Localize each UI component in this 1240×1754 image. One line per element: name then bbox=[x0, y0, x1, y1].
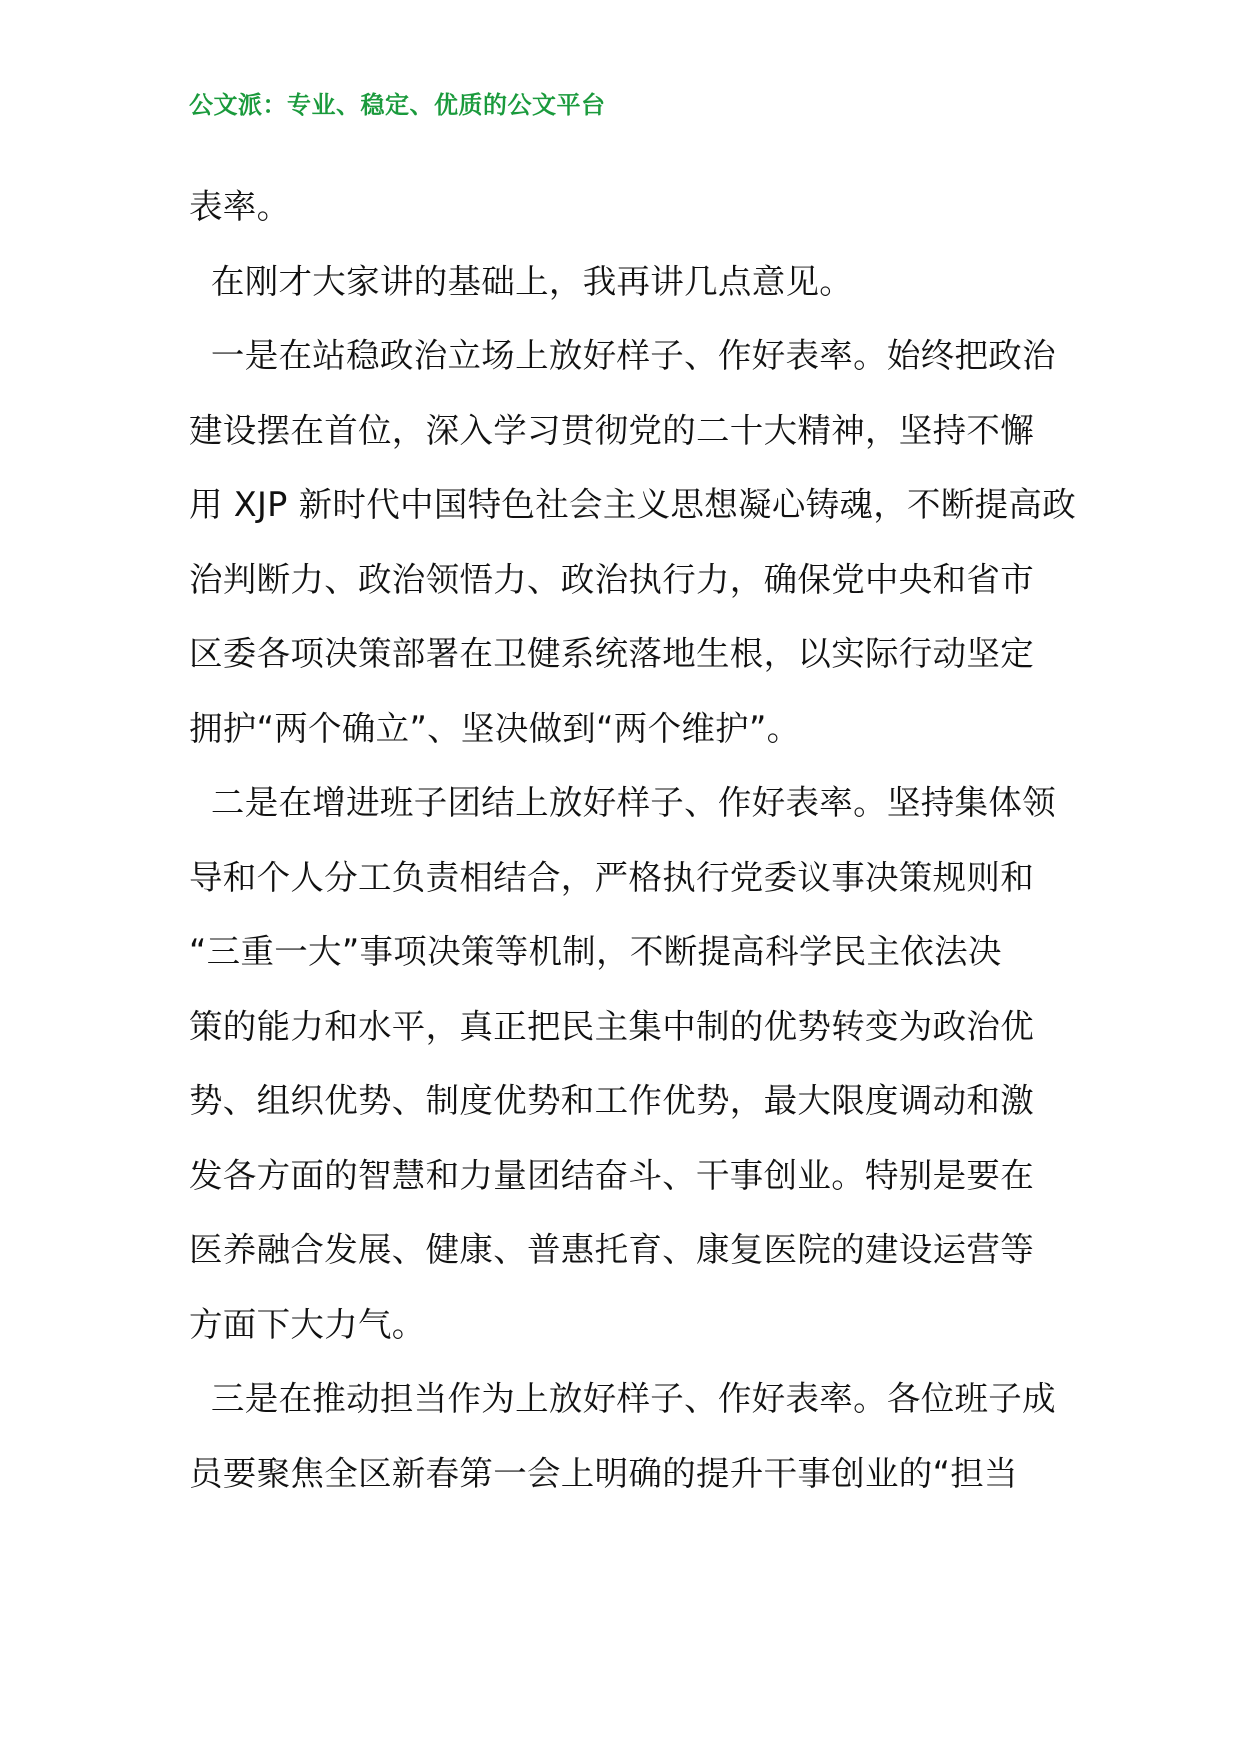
body-line: 建设摆在首位，深入学习贯彻党的二十大精神，坚持不懈 bbox=[189, 410, 1034, 450]
body-line: 治判断力、政治领悟力、政治执行力，确保党中央和省市 bbox=[189, 559, 1034, 599]
body-line: 拥护“两个确立”、坚决做到“两个维护”。 bbox=[189, 708, 801, 748]
body-line: 医养融合发展、健康、普惠托育、康复医院的建设运营等 bbox=[189, 1230, 1034, 1269]
body-line: 导和个人分工负责相结合，严格执行党委议事决策规则和 bbox=[189, 857, 1034, 897]
document-body bbox=[189, 170, 1077, 1511]
body-line: 用 XJP 新时代中国特色社会主义思想凝心铸魂，不断提高政 bbox=[189, 485, 1077, 524]
body-line: 二是在增进班子团结上放好样子、作好表率。坚持集体领 bbox=[189, 783, 1056, 822]
body-line: 员要聚焦全区新春第一会上明确的提升干事创业的“担当 bbox=[189, 1453, 1018, 1493]
header-banner: 公文派：专业、稳定、优质的公文平台 bbox=[189, 91, 606, 119]
body-line: 表率。 bbox=[189, 187, 291, 226]
body-line: 发各方面的智慧和力量团结奋斗、干事创业。特别是要在 bbox=[189, 1155, 1034, 1195]
body-line: 区委各项决策部署在卫健系统落地生根，以实际行动坚定 bbox=[189, 634, 1034, 673]
body-line: “三重一大”事项决策等机制，不断提高科学民主依法决 bbox=[189, 932, 1002, 971]
body-line: 势、组织优势、制度优势和工作优势，最大限度调动和激 bbox=[189, 1081, 1034, 1120]
body-line: 一是在站稳政治立场上放好样子、作好表率。始终把政治 bbox=[189, 336, 1056, 375]
body-line: 方面下大力气。 bbox=[189, 1304, 426, 1344]
body-line: 三是在推动担当作为上放好样子、作好表率。各位班子成 bbox=[189, 1379, 1056, 1418]
body-line: 在刚才大家讲的基础上，我再讲几点意见。 bbox=[189, 261, 854, 301]
body-line: 策的能力和水平，真正把民主集中制的优势转变为政治优 bbox=[189, 1006, 1034, 1046]
